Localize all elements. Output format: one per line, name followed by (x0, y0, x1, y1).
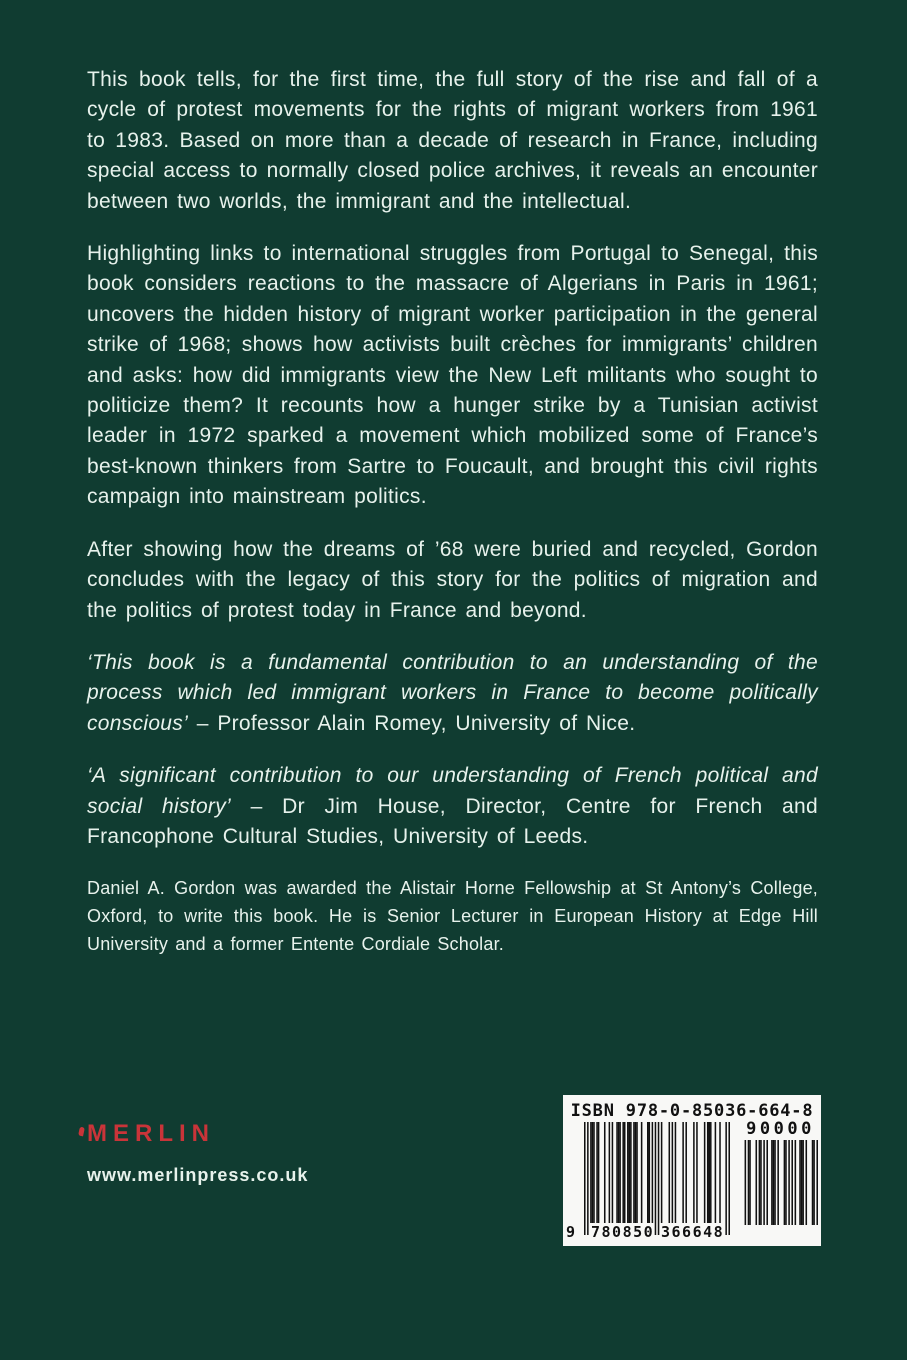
barcode-digits (563, 1223, 821, 1241)
ean5-addon-barcode (743, 1140, 818, 1225)
barcode-block (563, 1095, 821, 1246)
publisher-website: www.merlinpress.co.uk (87, 1165, 309, 1185)
quote-attribution: – Professor Alain Romey, University of Nice. (196, 711, 636, 735)
review-quote-2 (87, 761, 818, 852)
quote-text: ‘A significant contribution to our understanding of French political and social history’ (87, 764, 818, 818)
quote-attribution: – Dr Jim House, Director, Centre for French and Francophone Cultural Studies, University of Leeds. (87, 794, 818, 848)
review-quote-1 (87, 648, 818, 739)
author-bio: Daniel A. Gordon was awarded the Alistair Horne Fellowship at St Antony’s College, Oxford, to write this book. He is Senior Lecturer in European History at Edge Hill University and a former Entente Cordiale Scholar. (87, 878, 818, 955)
barcode-digit-lead: 9 (566, 1223, 577, 1241)
barcode-digits-left: 780850 (591, 1223, 655, 1241)
blurb-paragraph-3: After showing how the dreams of ’68 were buried and recycled, Gordon concludes with the legacy of this story for the politics of migration and the politics of protest today in France and beyond. (87, 537, 818, 622)
ean13-barcode (584, 1122, 730, 1235)
addon-digits: 90000 (746, 1119, 815, 1139)
publisher-logo-mark (78, 1127, 85, 1137)
quote-text: ‘This book is a fundamental contribution to an understanding of the process which led immigrant workers in France to become politically conscious’ (87, 650, 818, 735)
blurb-paragraph-1: This book tells, for the first time, the full story of the rise and fall of a cycle of protest movements for the rights of migrant workers from 1961 to 1983. Based on more than a decade of research in France, including special access to normally closed police archives, it reveals an encounter between two worlds, the immigrant and the intellectual. (87, 68, 818, 213)
isbn-label: ISBN 978-0-85036-664-8 (570, 1101, 814, 1121)
barcode-addon (743, 1121, 818, 1225)
publisher-block (87, 1120, 308, 1186)
blurb-paragraph-2: Highlighting links to international struggles from Portugal to Senegal, this book considers reactions to the massacre of Algerians in Paris in 1961; uncovers the hidden history of migrant worker participation in the general strike of 1968; shows how activists built crèches for immigrants’ children and asks: how did immigrants view the New Left militants who sought to politicize them? It recounts how a hunger strike by a Tunisian activist leader in 1972 sparked a movement which mobilized some of France’s best-known thinkers from Sartre to Foucault, and brought this civil rights campaign into mainstream politics. (87, 242, 818, 509)
barcode-digits-right: 366648 (661, 1223, 725, 1241)
blurb-section (87, 65, 818, 958)
publisher-logo: MERLIN (87, 1120, 215, 1147)
